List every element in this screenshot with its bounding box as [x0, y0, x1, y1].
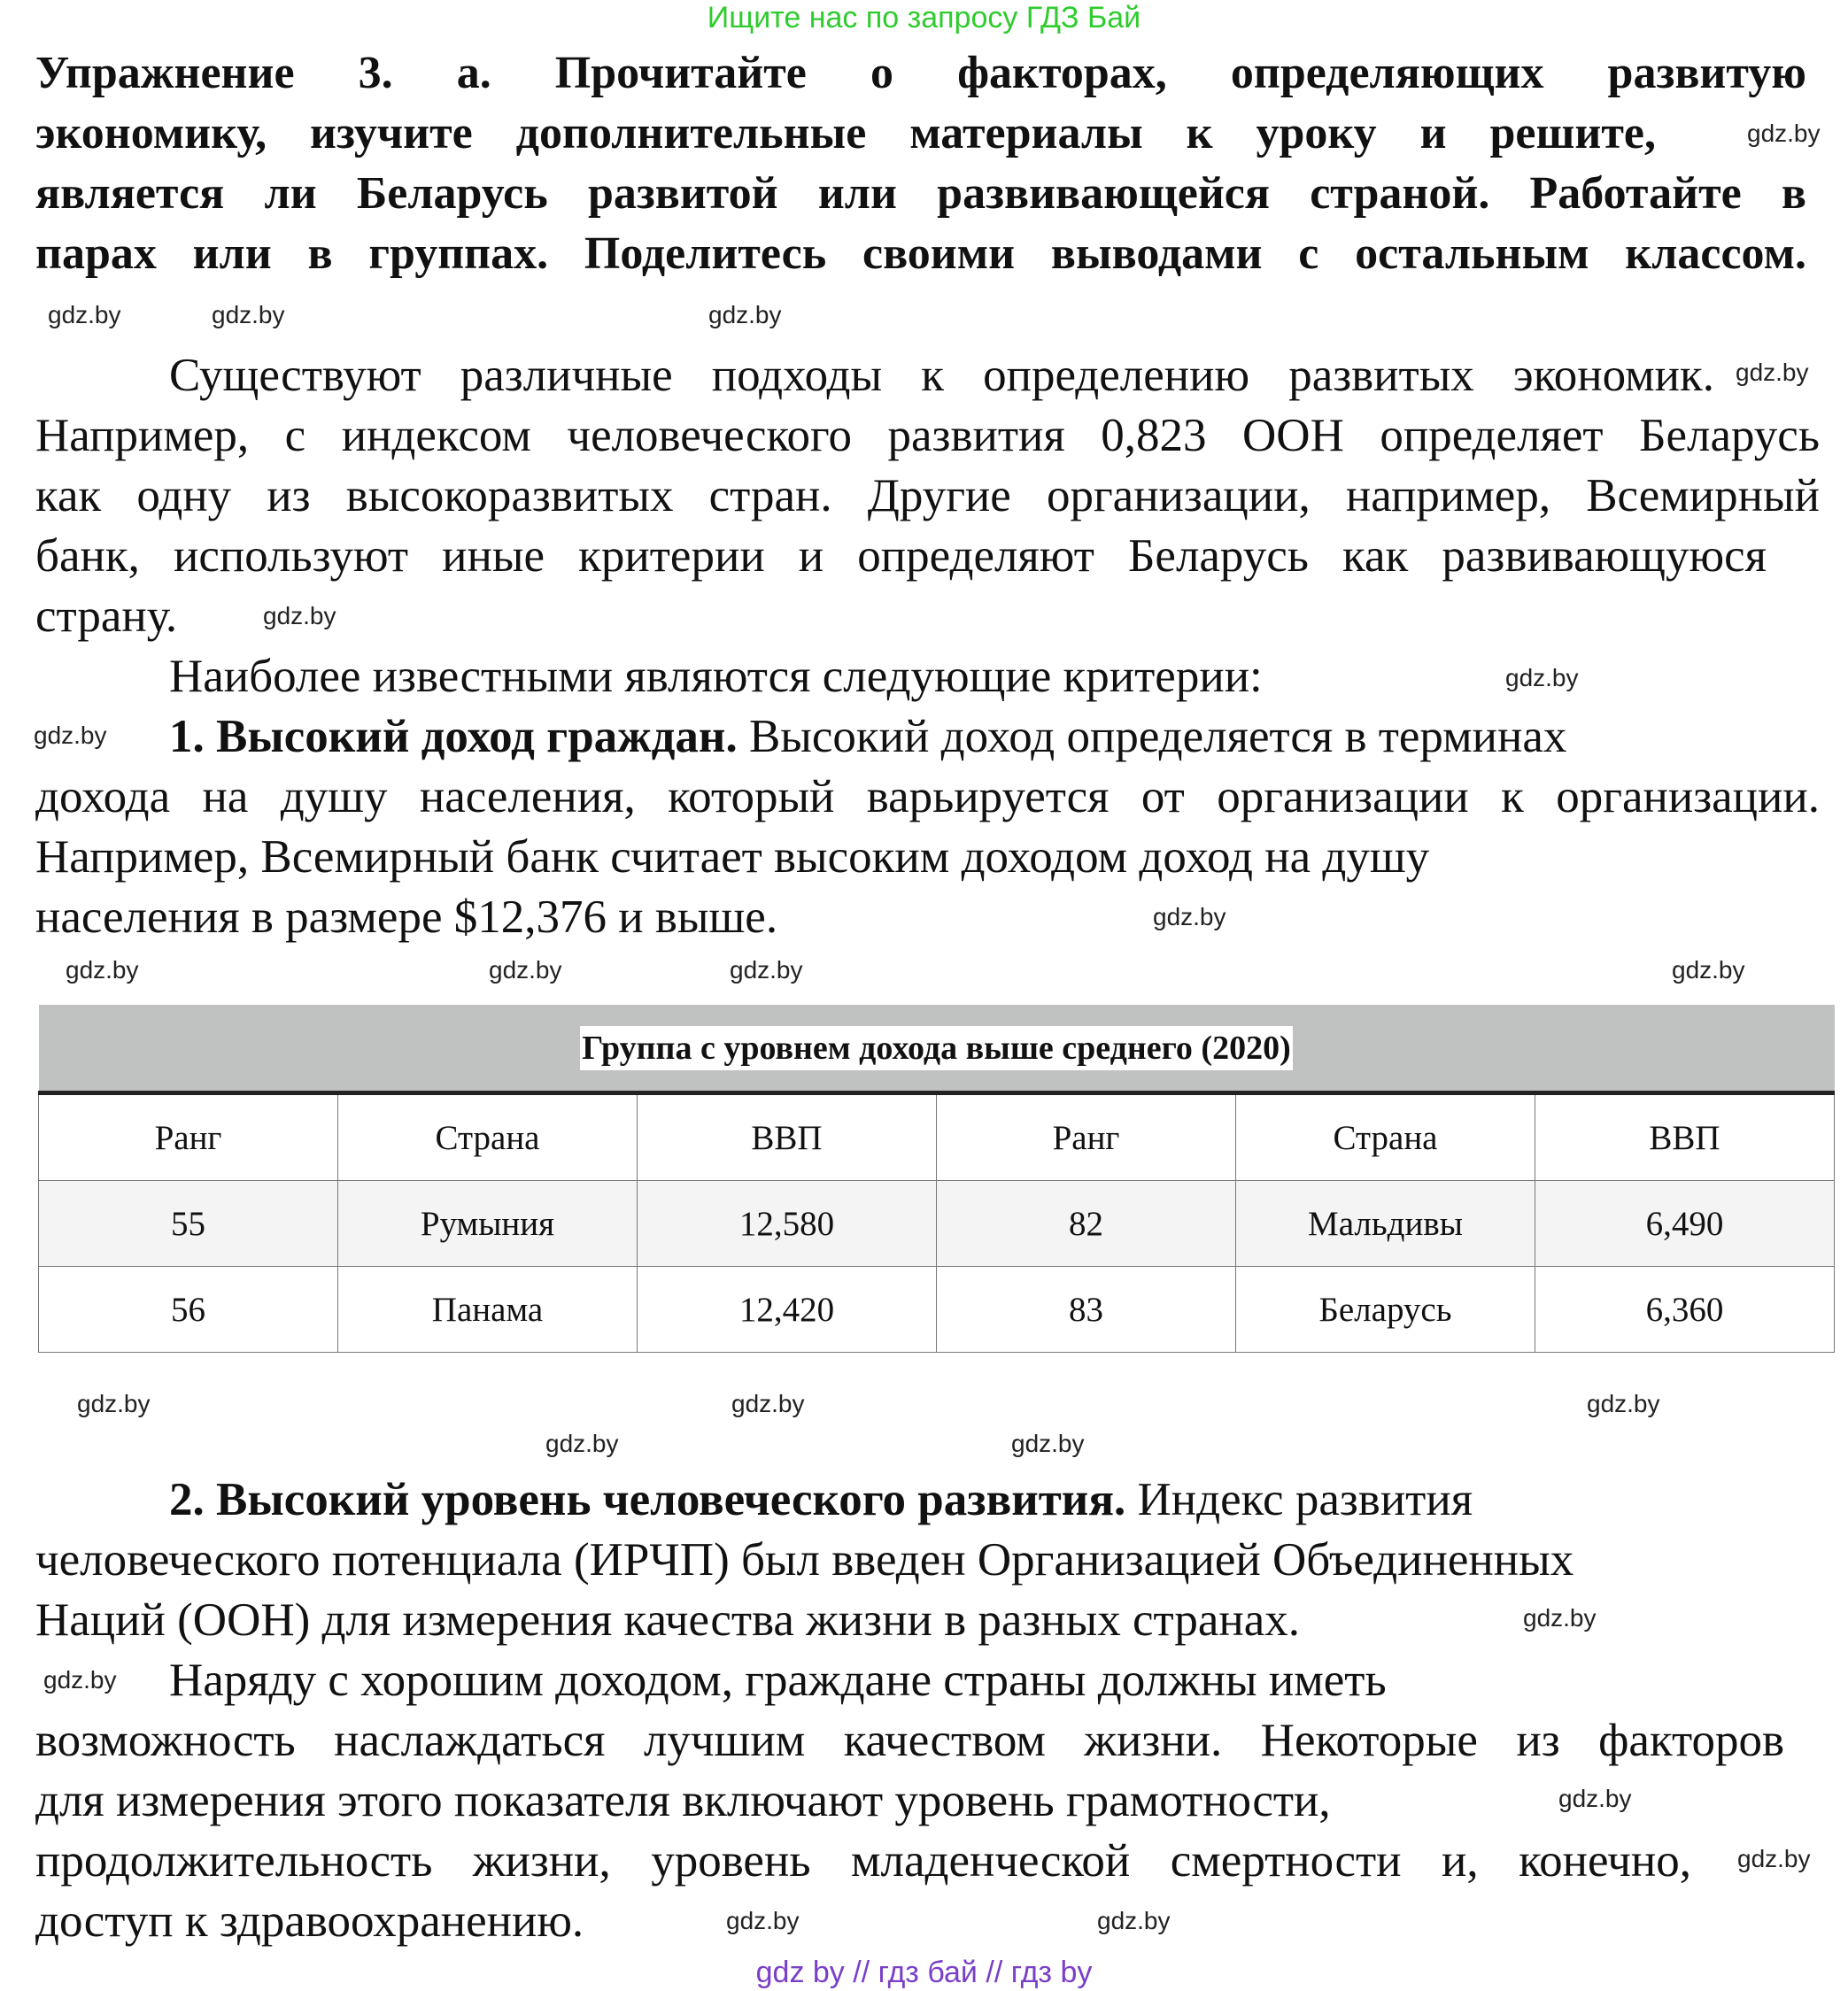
header-cell: Страна [1236, 1093, 1535, 1181]
watermark: gdz.by [1587, 1390, 1660, 1417]
paragraph-line: продолжительность жизни, уровень младенческой смертности и, конечно, [35, 1835, 1691, 1887]
table-header-row [39, 1093, 1835, 1181]
paragraph-line: человеческого потенциала (ИРЧП) был введен Организацией Объединенных [35, 1534, 1574, 1586]
paragraph-line: Например, Всемирный банк считает высоким доходом доход на душу [35, 831, 1430, 883]
table-row [39, 1267, 1835, 1353]
header-cell: Ранг [937, 1093, 1236, 1181]
table-caption: Группа с уровнем дохода выше среднего (2020) [39, 1005, 1835, 1093]
watermark: gdz.by [1097, 1907, 1171, 1934]
table-cell: 82 [937, 1181, 1236, 1267]
criterion-1-title: 1. Высокий доход граждан. [169, 711, 738, 762]
criterion-1-text: Высокий доход определяется в терминах [737, 711, 1567, 762]
watermark: gdz.by [489, 956, 562, 984]
watermark: gdz.by [1523, 1604, 1597, 1632]
table-cell: Мальдивы [1236, 1181, 1535, 1267]
criterion-2-title: 2. Высокий уровень человеческого развития. [169, 1474, 1126, 1525]
paragraph-line: возможность наслаждаться лучшим качеством жизни. Некоторые из факторов [35, 1715, 1784, 1766]
watermark: gdz.by [1011, 1430, 1085, 1457]
paragraph-line: Существуют различные подходы к определению развитых экономик. [169, 350, 1714, 401]
income-table [38, 1005, 1835, 1353]
paragraph-line: дохода на душу населения, который варьируется от организации к организации. [35, 771, 1820, 822]
watermark: gdz.by [1736, 359, 1809, 386]
watermark: gdz.by [1153, 903, 1226, 930]
paragraph-line: Наиболее известными являются следующие критерии: [169, 651, 1263, 702]
watermark: gdz.by [730, 956, 803, 984]
search-banner: Ищите нас по запросу ГДЗ Бай [707, 1, 1141, 35]
watermark: gdz.by [726, 1907, 800, 1934]
paragraph-line: Наряду с хорошим доходом, граждане страны должны иметь [169, 1655, 1387, 1706]
table-cell: 6,490 [1535, 1181, 1835, 1267]
table-cell: 12,580 [638, 1181, 937, 1267]
paragraph-line: доступ к здравоохранению. [35, 1895, 584, 1947]
watermark: gdz.by [212, 301, 285, 328]
paragraph-line: Наций (ООН) для измерения качества жизни в разных странах. [35, 1594, 1301, 1646]
criterion-1-line [169, 706, 1566, 767]
table-cell: 12,420 [638, 1267, 937, 1353]
watermark: gdz.by [545, 1430, 619, 1457]
paragraph-line: Например, с индексом человеческого развития 0,823 ООН определяет Беларусь [35, 410, 1820, 461]
paragraph-line: банк, используют иные критерии и определяют Беларусь как развивающуюся [35, 530, 1767, 582]
watermark: gdz.by [731, 1390, 805, 1417]
watermark: gdz.by [1737, 1845, 1811, 1872]
criterion-2-line [169, 1470, 1473, 1530]
table-cell: Панама [338, 1267, 638, 1353]
watermark: gdz.by [66, 956, 139, 984]
watermark: gdz.by [77, 1390, 151, 1417]
watermark: gdz.by [48, 301, 121, 328]
header-cell: Ранг [39, 1093, 338, 1181]
table-cell: Румыния [338, 1181, 638, 1267]
watermark: gdz.by [708, 301, 782, 328]
table-row [39, 1181, 1835, 1267]
paragraph-line: страну. [35, 590, 178, 642]
watermark: gdz.by [1505, 664, 1579, 691]
criterion-2-text: Индекс развития [1125, 1474, 1473, 1525]
paragraph-line: населения в размере $12,376 и выше. [35, 891, 778, 943]
header-cell: Страна [338, 1093, 638, 1181]
paragraph-line: как одну из высокоразвитых стран. Другие организации, например, Всемирный [35, 470, 1820, 521]
table-cell: 56 [39, 1267, 338, 1353]
exercise-heading-line: парах или в группах. Поделитесь своими выводами с остальным классом. [35, 228, 1806, 279]
watermark: gdz.by [43, 1666, 117, 1694]
header-cell: ВВП [638, 1093, 937, 1181]
watermark: gdz.by [1747, 120, 1821, 147]
footer-watermark: gdz by // гдз бай // гдз by [755, 1956, 1093, 1989]
watermark: gdz.by [1558, 1785, 1632, 1812]
exercise-heading-line: Упражнение 3. а. Прочитайте о факторах, определяющих развитую [35, 48, 1806, 98]
table-cell: Беларусь [1236, 1267, 1535, 1353]
exercise-heading-line: является ли Беларусь развитой или развивающейся страной. Работайте в [35, 168, 1806, 219]
paragraph-line: для измерения этого показателя включают уровень грамотности, [35, 1775, 1331, 1826]
watermark: gdz.by [263, 602, 336, 629]
table-cell: 55 [39, 1181, 338, 1267]
header-cell: ВВП [1535, 1093, 1835, 1181]
table-cell: 83 [937, 1267, 1236, 1353]
watermark: gdz.by [34, 722, 107, 749]
exercise-heading-line: экономику, изучите дополнительные материалы к уроку и решите, [35, 108, 1656, 158]
watermark: gdz.by [1672, 956, 1745, 984]
table-cell: 6,360 [1535, 1267, 1835, 1353]
